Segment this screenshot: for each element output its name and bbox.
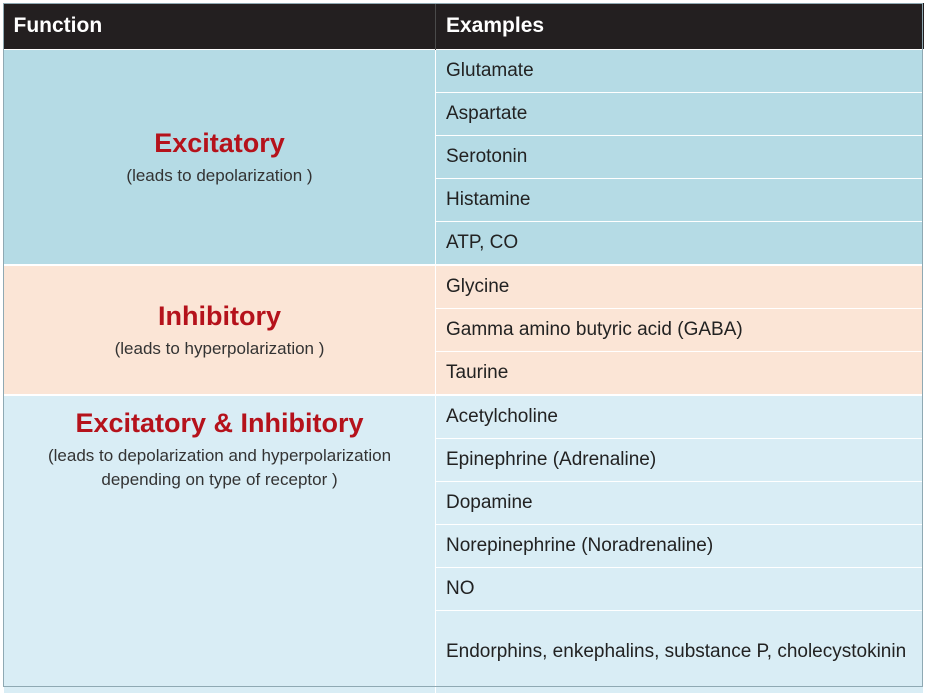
table-header-row: [4, 3, 924, 50]
example-cell: Serotonin: [436, 136, 924, 179]
example-cell: Endorphins, enkephalins, substance P, cholecystokinin: [436, 611, 924, 694]
function-title: Excitatory: [154, 128, 285, 158]
example-cell: Taurine: [436, 352, 924, 396]
example-cell: Acetylcholine: [436, 395, 924, 439]
example-cell: Gamma amino butyric acid (GABA): [436, 309, 924, 352]
example-cell: Epinephrine (Adrenaline): [436, 439, 924, 482]
example-cell: Histamine: [436, 179, 924, 222]
example-cell: Aspartate: [436, 93, 924, 136]
example-cell: Dopamine: [436, 482, 924, 525]
neurotransmitter-function-table: [3, 3, 924, 694]
example-cell: ATP, CO: [436, 222, 924, 266]
function-subtitle: (leads to depolarization and hyperpolarization depending on type of receptor ): [47, 446, 392, 489]
function-subtitle: (leads to depolarization ): [126, 166, 313, 185]
function-subtitle: (leads to hyperpolarization ): [114, 339, 325, 358]
table-row: [4, 395, 924, 439]
header-function: Function: [4, 3, 436, 50]
function-cell-inhibitory: [4, 265, 436, 395]
function-title: Excitatory & Inhibitory: [75, 408, 364, 438]
example-cell: Norepinephrine (Noradrenaline): [436, 525, 924, 568]
header-examples: Examples: [436, 3, 924, 50]
table-row: [4, 50, 924, 93]
table-row: [4, 265, 924, 309]
function-cell-excitatory-inhibitory: [4, 395, 436, 694]
function-cell-excitatory: [4, 50, 436, 266]
example-cell: Glutamate: [436, 50, 924, 93]
function-title: Inhibitory: [158, 301, 281, 331]
example-cell: Glycine: [436, 265, 924, 309]
example-cell: NO: [436, 568, 924, 611]
neurotransmitter-table-container: [3, 3, 923, 687]
